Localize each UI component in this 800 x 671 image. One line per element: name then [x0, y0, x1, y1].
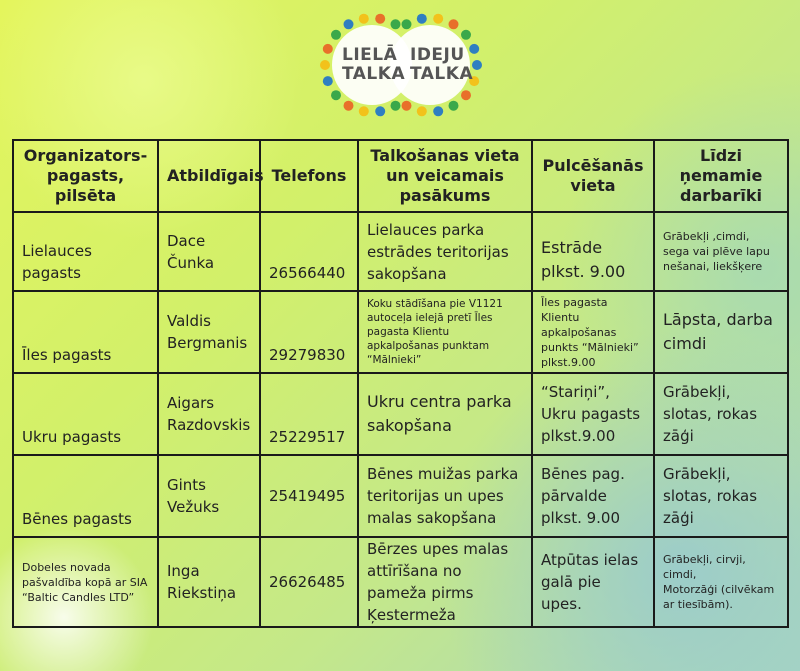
wreath-figure: [417, 14, 427, 24]
wreath-figure: [402, 101, 412, 111]
wreath-figure: [391, 19, 401, 29]
table-row: [13, 212, 788, 291]
header-responsible: Atbildīgais: [158, 140, 260, 212]
wreath-figure: [323, 44, 333, 54]
wreath-figure: [359, 106, 369, 116]
header-place: Talkošanas vieta un veicamais pasākums: [358, 140, 532, 212]
cell-tools: Grābekļi, cirvji, cimdi, Motorzāģi (cilvēkam ar tiesībām).: [654, 537, 788, 627]
wreath-figure: [375, 106, 385, 116]
wreath-figure: [344, 19, 354, 29]
cell-phone: 26566440: [260, 212, 358, 291]
table-row: [13, 373, 788, 455]
cell-phone: 29279830: [260, 291, 358, 373]
wreath-figure: [472, 60, 482, 70]
cell-meeting-place: “Stariņi”, Ukru pagasts plkst.9.00: [532, 373, 654, 455]
header-phone: Telefons: [260, 140, 358, 212]
table-row: [13, 537, 788, 627]
wreath-figure: [359, 14, 369, 24]
wreath-figure: [433, 14, 443, 24]
wreath-figure: [331, 90, 341, 100]
header-tools: Līdzi ņemamie darbarīki: [654, 140, 788, 212]
cell-phone: 25419495: [260, 455, 358, 537]
table-header-row: [13, 140, 788, 212]
cell-place: Koku stādīšana pie V1121 autoceļa ielejā pretī Īles pagasta Klientu apkalpošanas punktam “Mālnieki”: [358, 291, 532, 373]
wreath-figure: [461, 30, 471, 40]
header-meeting-place: Pulcēšanās vieta: [532, 140, 654, 212]
wreath-figure: [433, 106, 443, 116]
cell-meeting-place: Īles pagasta Klientu apkalpošanas punkts “Mālnieki” plkst.9.00: [532, 291, 654, 373]
wreath-figure: [331, 30, 341, 40]
table-row: [13, 291, 788, 373]
cell-organizer: Ukru pagasts: [13, 373, 158, 455]
cell-tools: Grābekļi ,cimdi, sega vai plēve lapu nešanai, liekšķere: [654, 212, 788, 291]
wreath-figure: [391, 101, 401, 111]
logo-text-liela: LIELĀ TALKA: [342, 45, 406, 84]
cell-place: Bērzes upes malas attīrīšana no pameža pirms Ķestermeža: [358, 537, 532, 627]
wreath-figure: [323, 76, 333, 86]
cell-organizer: Dobeles novada pašvaldība kopā ar SIA “Baltic Candles LTD”: [13, 537, 158, 627]
talka-table: [12, 139, 789, 628]
wreath-figure: [320, 60, 330, 70]
cell-tools: Grābekļi, slotas, rokas zāģi: [654, 455, 788, 537]
cell-place: Bēnes muižas parka teritorijas un upes malas sakopšana: [358, 455, 532, 537]
wreath-figure: [402, 19, 412, 29]
table-row: [13, 455, 788, 537]
cell-phone: 26626485: [260, 537, 358, 627]
wreath-figure: [449, 19, 459, 29]
wreath-figure: [461, 90, 471, 100]
header-organizer: Organizators-pagasts, pilsēta: [13, 140, 158, 212]
cell-tools: Grābekļi, slotas, rokas zāģi: [654, 373, 788, 455]
cell-tools: Lāpsta, darba cimdi: [654, 291, 788, 373]
cell-phone: 25229517: [260, 373, 358, 455]
cell-responsible: Inga Riekstiņa: [158, 537, 260, 627]
cell-responsible: Aigars Razdovskis: [158, 373, 260, 455]
cell-organizer: Lielauces pagasts: [13, 212, 158, 291]
wreath-figure: [344, 101, 354, 111]
cell-place: Ukru centra parka sakopšana: [358, 373, 532, 455]
cell-organizer: Īles pagasts: [13, 291, 158, 373]
cell-meeting-place: Bēnes pag. pārvalde plkst. 9.00: [532, 455, 654, 537]
cell-meeting-place: Estrāde plkst. 9.00: [532, 212, 654, 291]
cell-responsible: Valdis Bergmanis: [158, 291, 260, 373]
wreath-figure: [417, 106, 427, 116]
cell-meeting-place: Atpūtas ielas galā pie upes.: [532, 537, 654, 627]
wreath-figure: [375, 14, 385, 24]
logo-text-ideju: IDEJU TALKA: [410, 45, 474, 84]
wreath-figure: [449, 101, 459, 111]
cell-responsible: Dace Čunka: [158, 212, 260, 291]
cell-place: Lielauces parka estrādes teritorijas sakopšana: [358, 212, 532, 291]
logo: [310, 8, 492, 122]
cell-organizer: Bēnes pagasts: [13, 455, 158, 537]
cell-responsible: Gints Vežuks: [158, 455, 260, 537]
